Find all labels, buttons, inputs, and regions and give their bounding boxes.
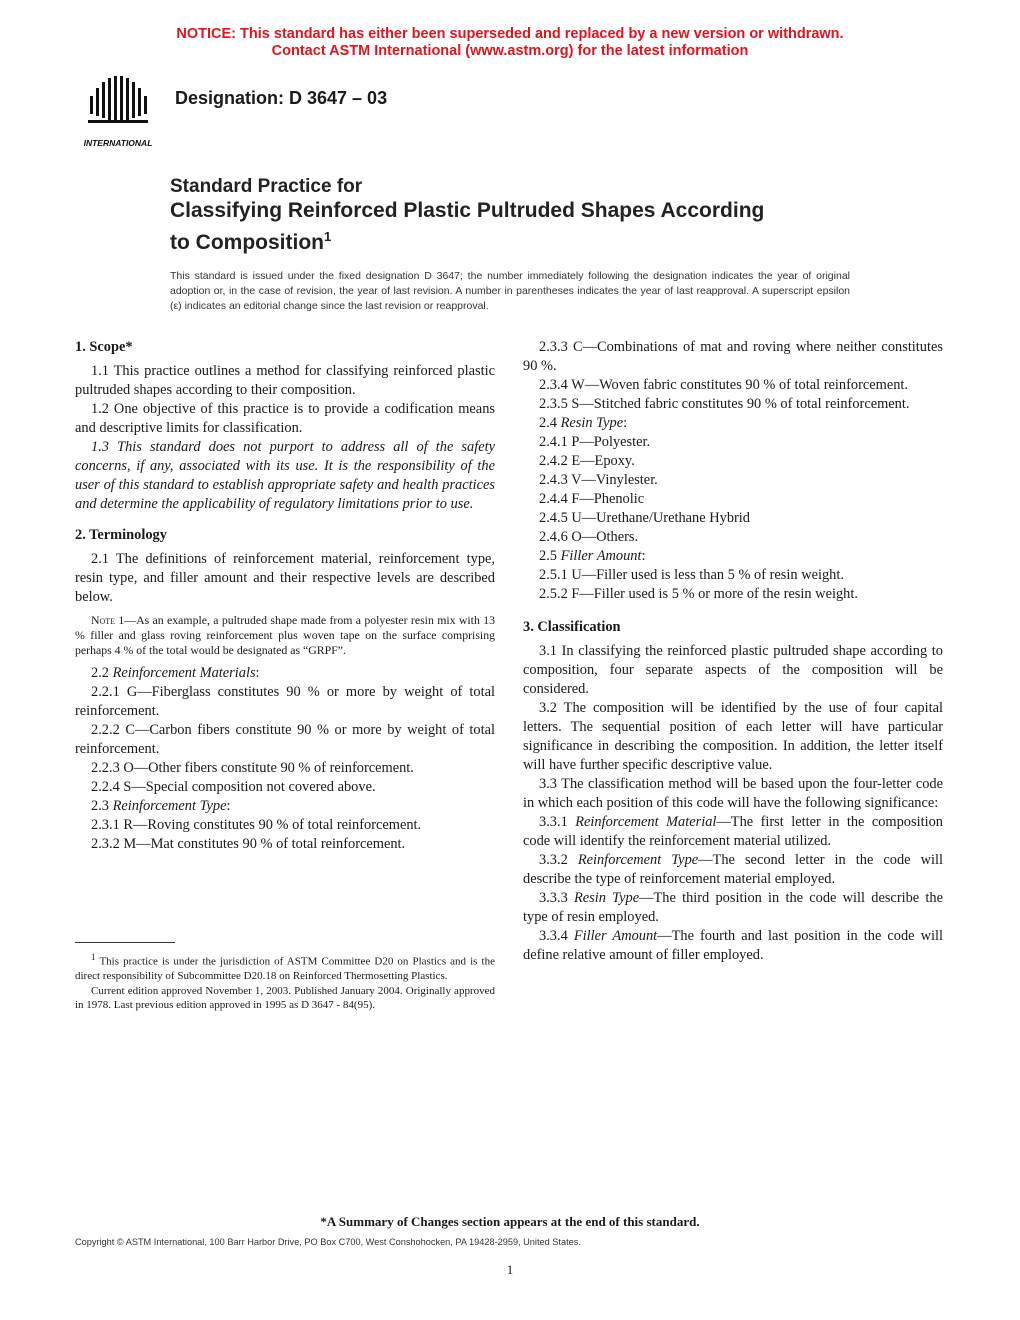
para-2-2-3: 2.2.3 O—Other fibers constitute 90 % of reinforcement. — [91, 760, 414, 776]
astm-logo — [74, 74, 162, 148]
para-2-5: 2.5 Filler Amount: — [539, 548, 646, 564]
page-number: 1 — [506, 1262, 514, 1277]
right-column — [523, 338, 943, 965]
notice-line-2: Contact ASTM International (www.astm.org) for the latest information — [271, 43, 749, 59]
title-line-2: Classifying Reinforced Plastic Pultruded Shapes According — [170, 199, 765, 222]
left-column — [75, 338, 495, 854]
para-2-4-1: 2.4.1 P—Polyester. — [539, 434, 651, 450]
para-2-3-2: 2.3.2 M—Mat constitutes 90 % of total reinforcement. — [91, 836, 406, 852]
para-2-3-1: 2.3.1 R—Roving constitutes 90 % of total reinforcement. — [91, 817, 422, 833]
section-1-heading: 1. Scope* — [75, 339, 133, 355]
footnotes — [75, 950, 495, 1013]
para-2-3-4: 2.3.4 W—Woven fabric constitutes 90 % of total reinforcement. — [539, 377, 909, 393]
para-2-1: 2.1 The definitions of reinforcement material, reinforcement type, resin type, and filler amount and their respective levels are described below. — [75, 551, 495, 605]
para-2-3-5: 2.3.5 S—Stitched fabric constitutes 90 % of total reinforcement. — [539, 396, 910, 412]
para-1-3: 1.3 This standard does not purport to address all of the safety concerns, if any, associated with its use. It is the responsibility of the user of this standard to establish appropriate safety and health practices and determine the applicability of regulatory limitations prior to use. — [75, 439, 495, 512]
para-2-2: 2.2 Reinforcement Materials: — [91, 665, 260, 681]
para-2-2-4: 2.2.4 S—Special composition not covered above. — [91, 779, 376, 795]
footnote-1: $^1$ This practice is under the jurisdiction of ASTM Committee D20 on Plastics and is the direct responsibility of Subcommittee D20.18 on Reinforced Thermosetting Plastics. — [75, 952, 495, 983]
title-line-3: to Composition — [170, 231, 324, 254]
section-2-heading: 2. Terminology — [75, 527, 167, 543]
para-2-2-2: 2.2.2 C—Carbon fibers constitute 90 % or more by weight of total reinforcement. — [75, 722, 495, 757]
note-1-text: —As an example, a pultruded shape made from a polyester resin mix with 13 % filler and glass roving reinforcement plus woven tape on the surface comprising perhaps 4 % of the total would be designated as “GRPF”. — [75, 613, 495, 657]
para-3-3: 3.3 The classification method will be based upon the four-letter code in which each position of this code will have the following significance: — [523, 776, 943, 811]
note-1 — [75, 613, 495, 658]
title-footnote-mark: 1 — [323, 229, 332, 244]
title-line-1: Standard Practice for — [170, 176, 363, 197]
para-2-4-5: 2.4.5 U—Urethane/Urethane Hybrid — [539, 510, 750, 526]
footnote-rule — [75, 942, 175, 943]
para-1-1: 1.1 This practice outlines a method for classifying reinforced plastic pultruded shapes according to their composition. — [75, 363, 495, 398]
para-3-2: 3.2 The composition will be identified by the use of four capital letters. The sequential position of each letter will have particular significance in describing the composition. In addition, the letter itself will have further specific descriptive value. — [523, 700, 943, 773]
document-title — [170, 175, 870, 256]
para-2-4-3: 2.4.3 V—Vinylester. — [539, 472, 658, 488]
section-3-heading: 3. Classification — [523, 619, 621, 635]
para-3-3-4: 3.3.4 Filler Amount—The fourth and last position in the code will define relative amount of filler employed. — [523, 928, 943, 963]
para-3-1: 3.1 In classifying the reinforced plastic pultruded shape according to composition, four separate aspects of the composition will be considered. — [523, 643, 943, 697]
para-2-3: 2.3 Reinforcement Type: — [91, 798, 231, 814]
para-2-4-4: 2.4.4 F—Phenolic — [539, 491, 645, 507]
para-3-3-1: 3.3.1 Reinforcement Material—The first letter in the composition code will identify the reinforcement material utilized. — [523, 814, 943, 849]
para-2-5-2: 2.5.2 F—Filler used is 5 % or more of the resin weight. — [539, 586, 858, 602]
designation: Designation: D 3647 – 03 — [175, 88, 388, 108]
logo-subtext: INTERNATIONAL — [83, 138, 153, 148]
para-3-3-2: 3.3.2 Reinforcement Type—The second letter in the code will describe the type of reinforcement material employed. — [523, 852, 943, 887]
note-1-label: Note 1 — [91, 613, 125, 627]
para-2-4-2: 2.4.2 E—Epoxy. — [539, 453, 635, 469]
para-2-2-1: 2.2.1 G—Fiberglass constitutes 90 % or more by weight of total reinforcement. — [75, 684, 495, 719]
para-2-4: 2.4 Resin Type: — [539, 415, 628, 431]
footnote-2: Current edition approved November 1, 2003. Published January 2004. Originally approved in 1978. Last previous edition approved in 1995 as D 3647 - 84(95). — [75, 984, 495, 1012]
para-1-2: 1.2 One objective of this practice is to provide a codification means and descriptive limits for classification. — [75, 401, 495, 436]
summary-of-changes-note: *A Summary of Changes section appears at the end of this standard. — [320, 1214, 700, 1229]
withdrawal-notice — [0, 26, 1020, 60]
para-2-4-6: 2.4.6 O—Others. — [539, 529, 639, 545]
intro-paragraph: This standard is issued under the fixed designation D 3647; the number immediately following the designation indicates the year of original adoption or, in the case of revision, the year of last revision. A number in parentheses indicates the year of last reapproval. A superscript epsilon (ε) indicates an editorial change since the last revision or reapproval. — [170, 270, 850, 312]
copyright-line: Copyright © ASTM International, 100 Barr Harbor Drive, PO Box C700, West Conshohocken, PA 19428-2959, United States. — [75, 1237, 581, 1247]
para-2-3-3: 2.3.3 C—Combinations of mat and roving where neither constitutes 90 %. — [523, 339, 943, 374]
notice-line-1: NOTICE: This standard has either been superseded and replaced by a new version or withdrawn. — [176, 26, 844, 42]
para-3-3-3: 3.3.3 Resin Type—The third position in the code will describe the type of resin employed. — [523, 890, 943, 925]
para-2-5-1: 2.5.1 U—Filler used is less than 5 % of resin weight. — [539, 567, 844, 583]
